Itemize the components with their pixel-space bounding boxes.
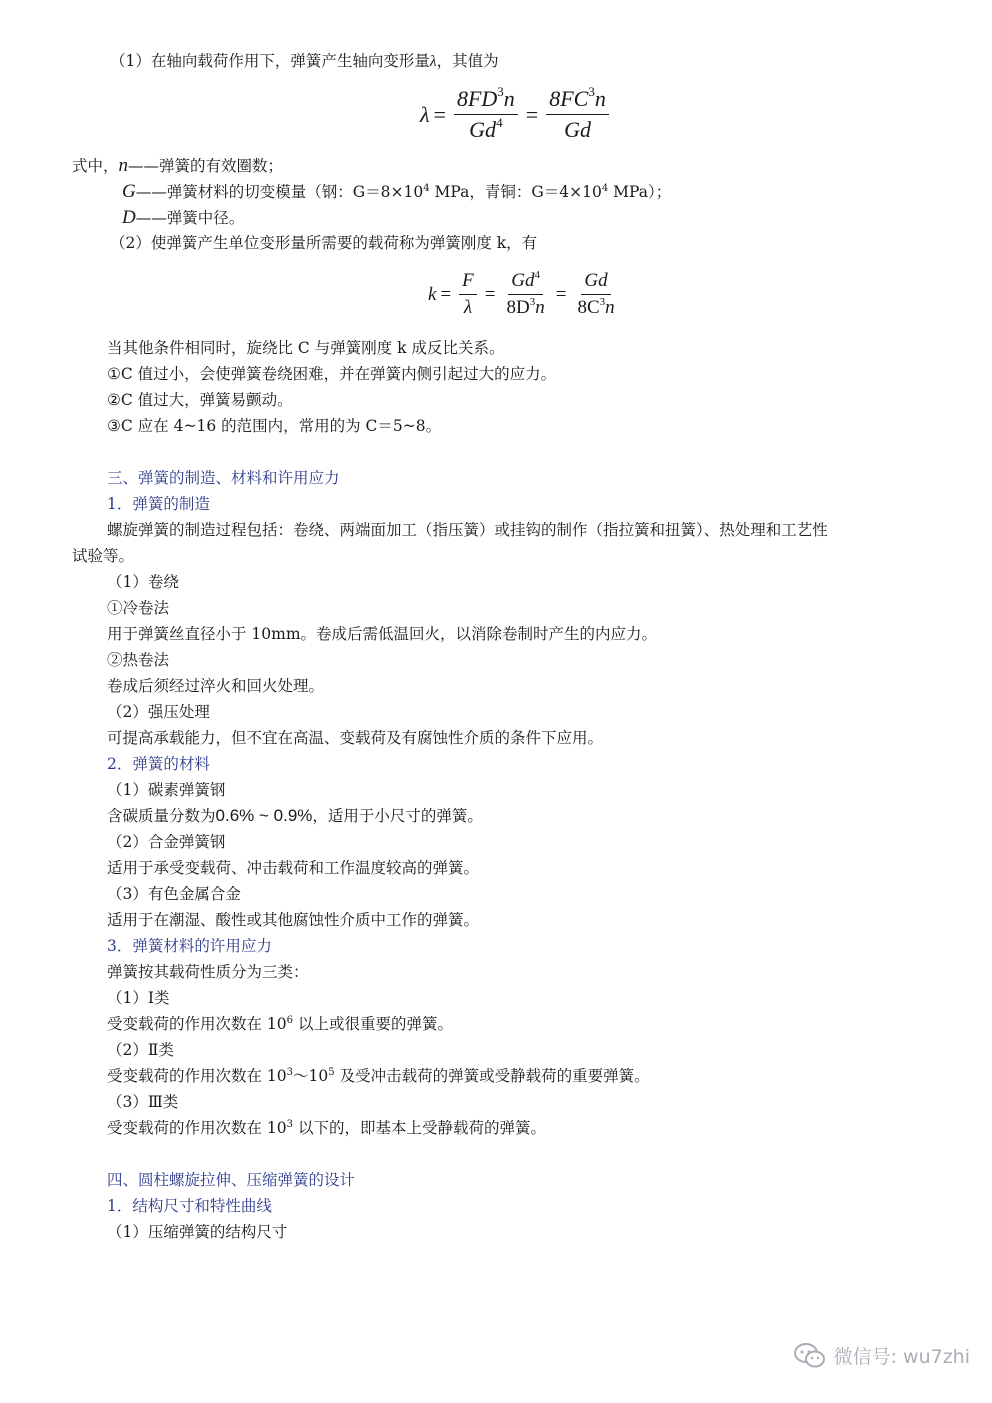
where-D: D——弹簧中径。 bbox=[122, 207, 245, 228]
where-n: 式中，n——弹簧的有效圈数； bbox=[72, 155, 284, 176]
section-3-title: 三、弹簧的制造、材料和许用应力 bbox=[107, 469, 340, 487]
lambda-symbol: λ bbox=[429, 53, 437, 70]
class-2-desc: 受变载荷的作用次数在 $10^3\sim 10^5$ 及受冲击载荷的弹簧或受静载荷的重要弹簧。 bbox=[107, 1067, 650, 1085]
fraction: $\frac{8FD^3n}{Gd^4}$ bbox=[454, 86, 518, 143]
alloy-steel-desc: 适用于承受变载荷、冲击载荷和工作温度较高的弹簧。 bbox=[107, 859, 480, 877]
fraction: $\frac{8FC^3n}{Gd}$ bbox=[546, 86, 609, 143]
item-compression-dims: （1）压缩弹簧的结构尺寸 bbox=[107, 1223, 288, 1241]
three-classes: 弹簧按其载荷性质分为三类： bbox=[107, 963, 309, 981]
item-hot-winding: ②热卷法 bbox=[107, 651, 170, 669]
item-winding: （1）卷绕 bbox=[107, 573, 179, 591]
item-nonferrous: （3）有色金属合金 bbox=[107, 885, 241, 903]
item-carbon-steel: （1）碳素弹簧钢 bbox=[107, 781, 226, 799]
cold-winding-desc: 用于弹簧丝直径小于 10mm。卷成后需低温回火，以消除卷制时产生的内应力。 bbox=[107, 625, 658, 643]
where-G: G——弹簧材料的切变模量（钢：$G=8\times 10^4$ MPa，青铜：$G=4\times 10^4$ MPa）； bbox=[122, 181, 672, 202]
inverse-relation: 当其他条件相同时，旋绕比 C 与弹簧刚度 k 成反比关系。 bbox=[107, 339, 505, 357]
paragraph-axial-deformation: （1）在轴向载荷作用下，弹簧产生轴向变形量λ，其值为 bbox=[110, 52, 499, 70]
subsection-4-1: 1．结构尺寸和特性曲线 bbox=[107, 1197, 272, 1215]
section-4-title: 四、圆柱螺旋拉伸、压缩弹簧的设计 bbox=[107, 1171, 356, 1189]
fraction: $\frac{Gd^4}{8D^3n}$ bbox=[506, 269, 545, 318]
c-note-2: ②C 值过大，弹簧易颤动。 bbox=[107, 391, 293, 409]
fraction: $\frac{F}{\lambda}$ bbox=[459, 270, 477, 319]
item-prestress: （2）强压处理 bbox=[107, 703, 210, 721]
subsection-3-3: 3．弹簧材料的许用应力 bbox=[107, 937, 272, 955]
class-1-desc: 受变载荷的作用次数在 $10^6$ 以上或很重要的弹簧。 bbox=[107, 1015, 453, 1033]
carbon-steel-desc: 含碳质量分数为0.6% ~ 0.9%，适用于小尺寸的弹簧。 bbox=[107, 806, 483, 825]
c-note-3: ③C 应在 4~16 的范围内，常用的为 C＝5~8。 bbox=[107, 417, 442, 435]
manufacture-desc-cont: 试验等。 bbox=[72, 547, 135, 565]
hot-winding-desc: 卷成后须经过淬火和回火处理。 bbox=[107, 677, 325, 695]
paragraph-stiffness: （2）使弹簧产生单位变形量所需要的载荷称为弹簧刚度 k，有 bbox=[110, 234, 538, 252]
formula-deformation: λ = $\frac{8FD^3n}{Gd^4}$ = $\frac{8FC^3n}{Gd}$ bbox=[420, 86, 613, 143]
item-alloy-steel: （2）合金弹簧钢 bbox=[107, 833, 226, 851]
wechat-icon bbox=[794, 1343, 826, 1369]
class-3: （3）Ⅲ类 bbox=[107, 1093, 179, 1111]
fraction: $\frac{Gd}{8C^3n}$ bbox=[577, 270, 615, 318]
item-cold-winding: ①冷卷法 bbox=[107, 599, 170, 617]
subsection-3-1: 1．弹簧的制造 bbox=[107, 495, 210, 513]
c-note-1: ①C 值过小，会使弹簧卷绕困难，并在弹簧内侧引起过大的应力。 bbox=[107, 365, 557, 383]
subsection-3-2: 2．弹簧的材料 bbox=[107, 755, 210, 773]
class-1: （1）Ⅰ类 bbox=[107, 989, 170, 1007]
watermark-text: 微信号: wu7zhi bbox=[833, 1346, 970, 1368]
wechat-watermark bbox=[794, 1342, 970, 1369]
formula-stiffness: k = $\frac{F}{\lambda}$ = $\frac{Gd^4}{8D^3n}$ = $\frac{Gd}{8C^3n}$ bbox=[428, 270, 622, 319]
nonferrous-desc: 适用于在潮湿、酸性或其他腐蚀性介质中工作的弹簧。 bbox=[107, 911, 480, 929]
manufacture-desc: 螺旋弹簧的制造过程包括：卷绕、两端面加工（指压簧）或挂钩的制作（指拉簧和扭簧）、热处理和工艺性 bbox=[107, 521, 828, 539]
class-2: （2）Ⅱ类 bbox=[107, 1041, 174, 1059]
prestress-desc: 可提高承载能力，但不宜在高温、变载荷及有腐蚀性介质的条件下应用。 bbox=[107, 729, 604, 747]
class-3-desc: 受变载荷的作用次数在 $10^3$ 以下的，即基本上受静载荷的弹簧。 bbox=[107, 1119, 546, 1137]
